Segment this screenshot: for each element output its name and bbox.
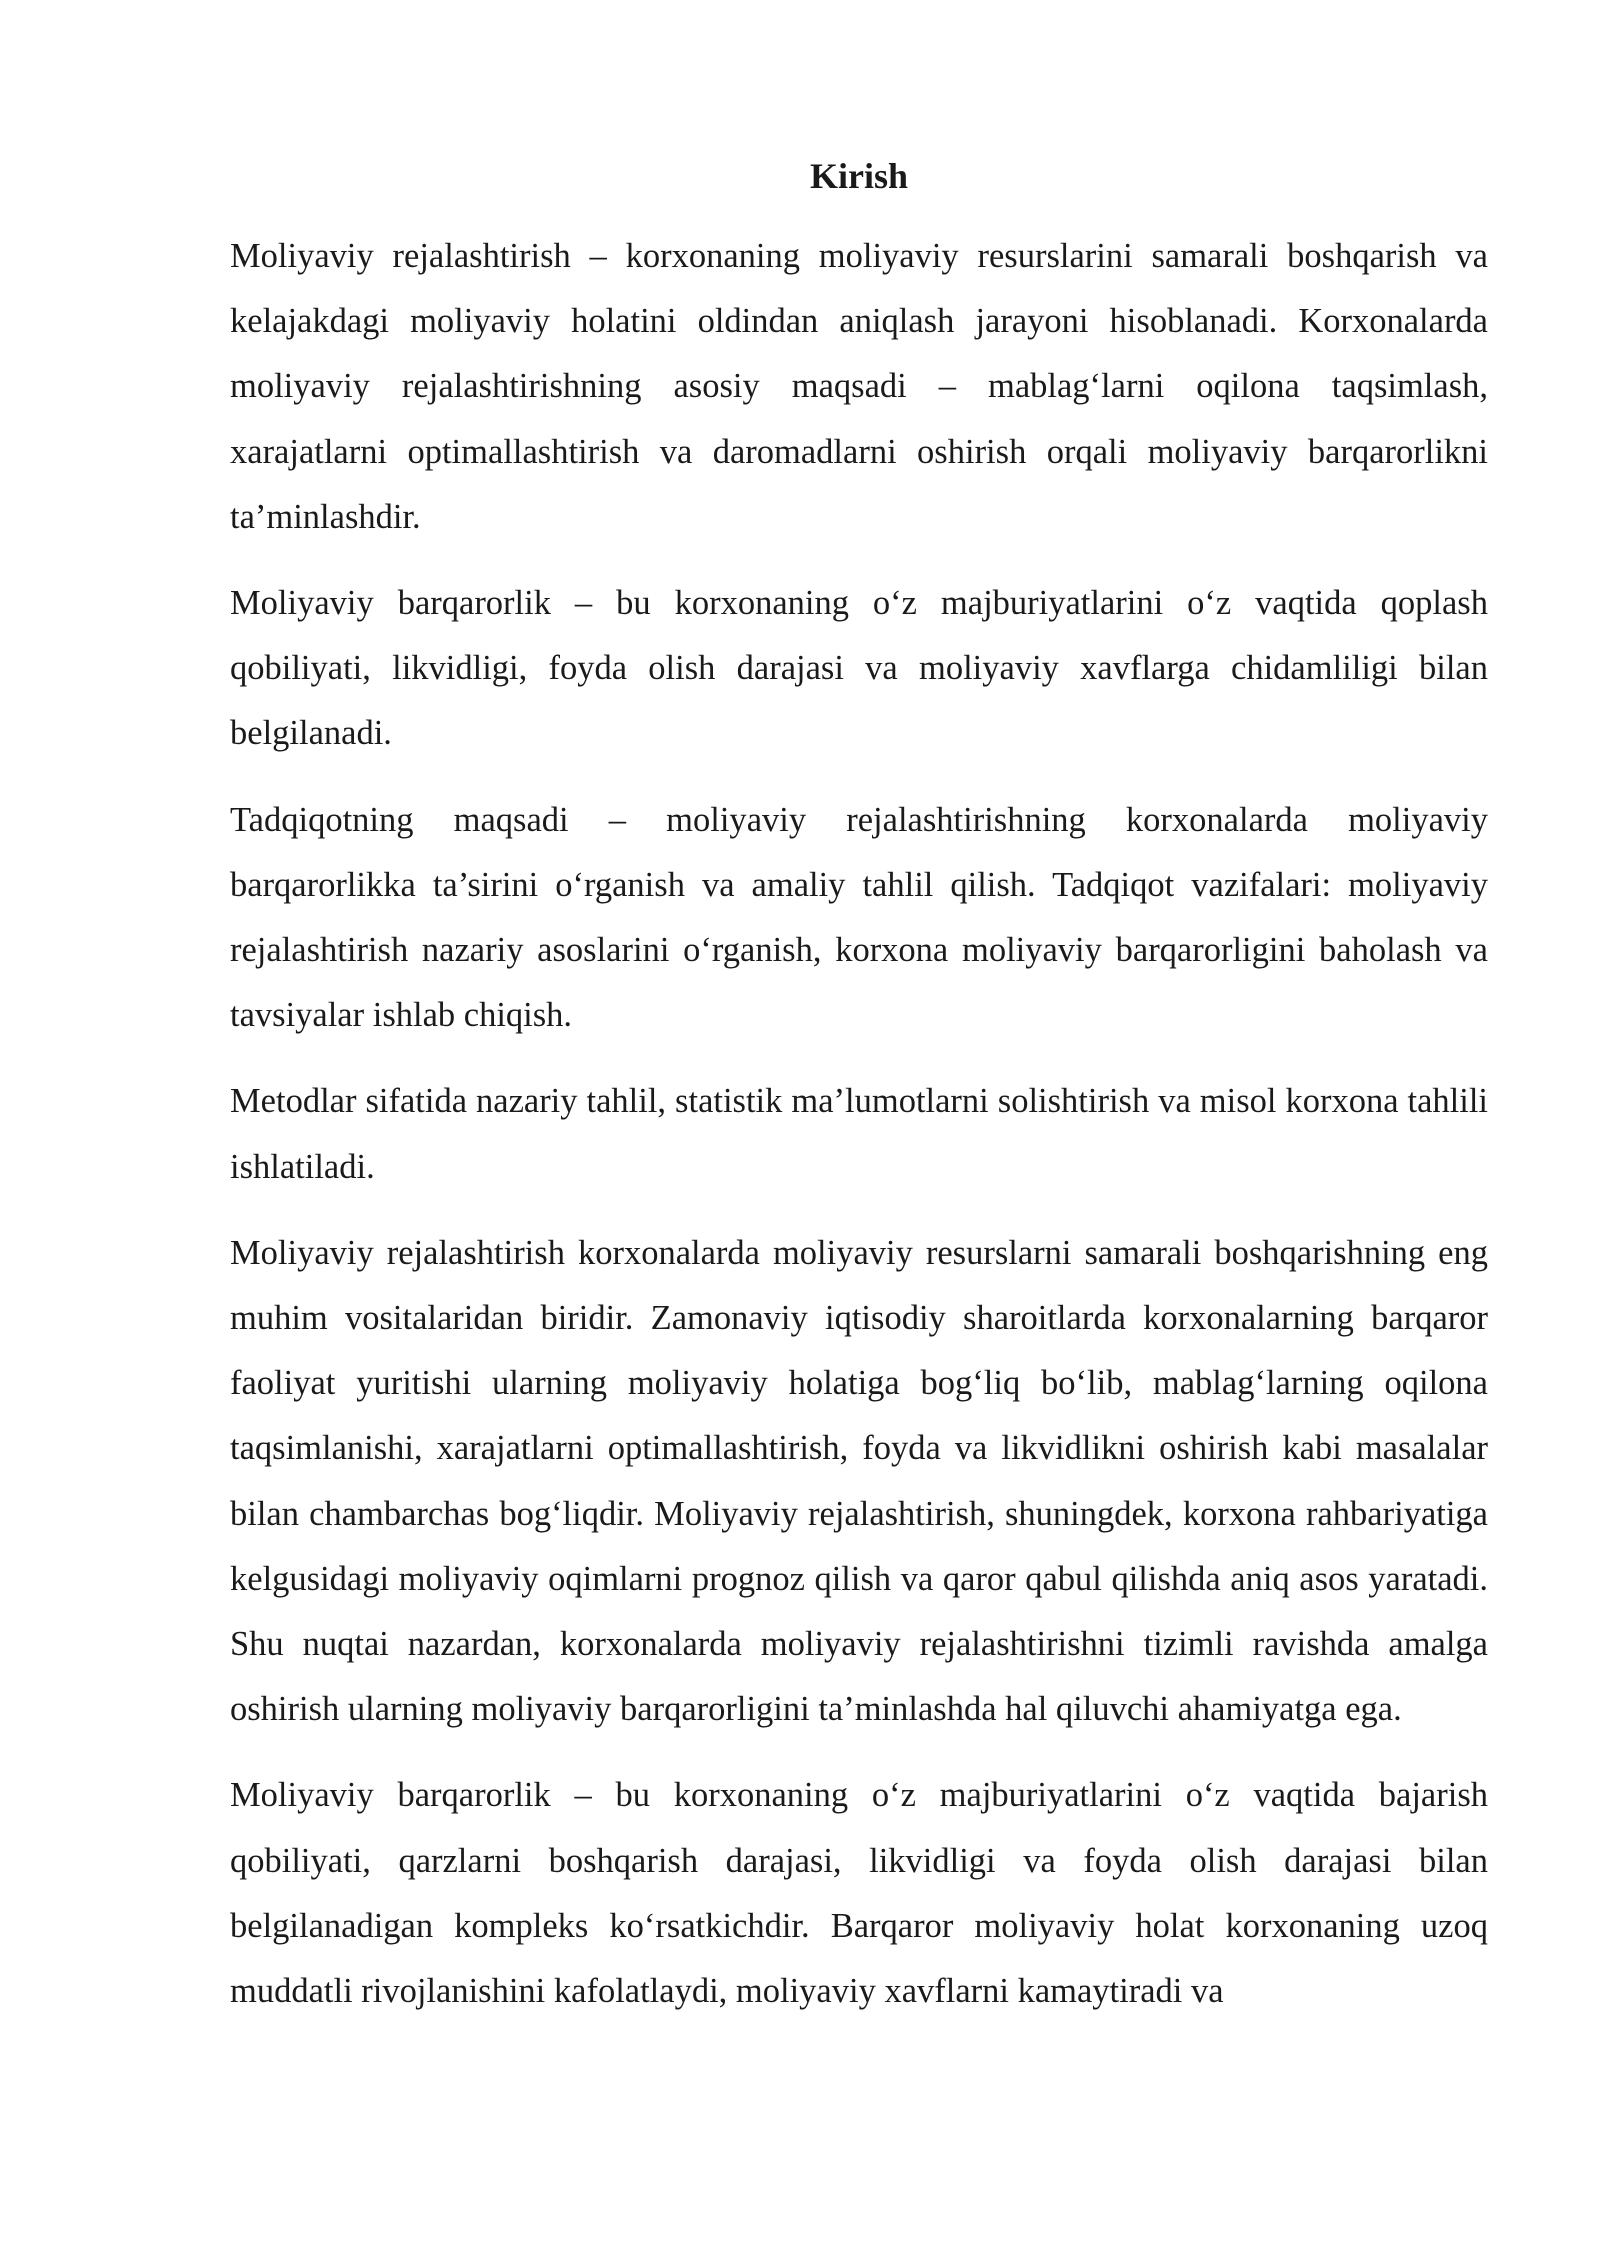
paragraph-research-goal: Tadqiqotning maqsadi – moliyaviy rejalashtirishning korxonalarda moliyaviy barqarorlikka ta’sirini o‘rganish va amaliy tahlil qilish. Tadqiqot vazifalari: moliyaviy rejalashtirish nazariy asoslarini o‘rganish, korxona moliyaviy barqarorligini baholash va tavsiyalar ishlab chiqish. <box>230 800 1488 1035</box>
paragraph-intro-definition: Moliyaviy rejalashtirish – korxonaning moliyaviy resurslarini samarali boshqarish va kelajakdagi moliyaviy holatini oldindan aniqlash jarayoni hisoblanadi. Korxonalarda moliyaviy rejalashtirishning asosiy maqsadi – mablag‘larni oqilona taqsimlash, xarajatlarni optimallashtirish va daromadlarni oshirish orqali moliyaviy barqarorlikni ta’minlashdir. <box>230 237 1488 536</box>
paragraph-methods: Metodlar sifatida nazariy tahlil, statistik ma’lumotlarni solishtirish va misol korxona tahlili ishlatiladi. <box>230 1082 1488 1186</box>
document-body <box>230 148 1488 2045</box>
page-title: Kirish <box>809 156 908 196</box>
paragraph-stability-indicator: Moliyaviy barqarorlik – bu korxonaning o‘z majburiyatlarini o‘z vaqtida bajarish qobiliyati, qarzlarni boshqarish darajasi, likvidligi va foyda olish darajasi bilan belgilanadigan kompleks ko‘rsatkichdir. Barqaror moliyaviy holat korxonaning uzoq muddatli rivojlanishini kafolatlaydi, moliyaviy xavflarni kamaytiradi va <box>230 1776 1488 2011</box>
paragraph-stability-definition: Moliyaviy barqarorlik – bu korxonaning o‘z majburiyatlarini o‘z vaqtida qoplash qobiliyati, likvidligi, foyda olish darajasi va moliyaviy xavflarga chidamliligi bilan belgilanadi. <box>230 584 1488 753</box>
paragraph-planning-importance: Moliyaviy rejalashtirish korxonalarda moliyaviy resurslarni samarali boshqarishning eng muhim vositalaridan biridir. Zamonaviy iqtisodiy sharoitlarda korxonalarning barqaror faoliyat yuritishi ularning moliyaviy holatiga bog‘liq bo‘lib, mablag‘larning oqilona taqsimlanishi, xarajatlarni optimallashtirish, foyda va likvidlikni oshirish kabi masalalar bilan chambarchas bog‘liqdir. Moliyaviy rejalashtirish, shuningdek, korxona rahbariyatiga kelgusidagi moliyaviy oqimlarni prognoz qilish va qaror qabul qilishda aniq asos yaratadi. Shu nuqtai nazardan, korxonalarda moliyaviy rejalashtirishni tizimli ravishda amalga oshirish ularning moliyaviy barqarorligini ta’minlashda hal qiluvchi ahamiyatga ega. <box>230 1233 1488 1729</box>
